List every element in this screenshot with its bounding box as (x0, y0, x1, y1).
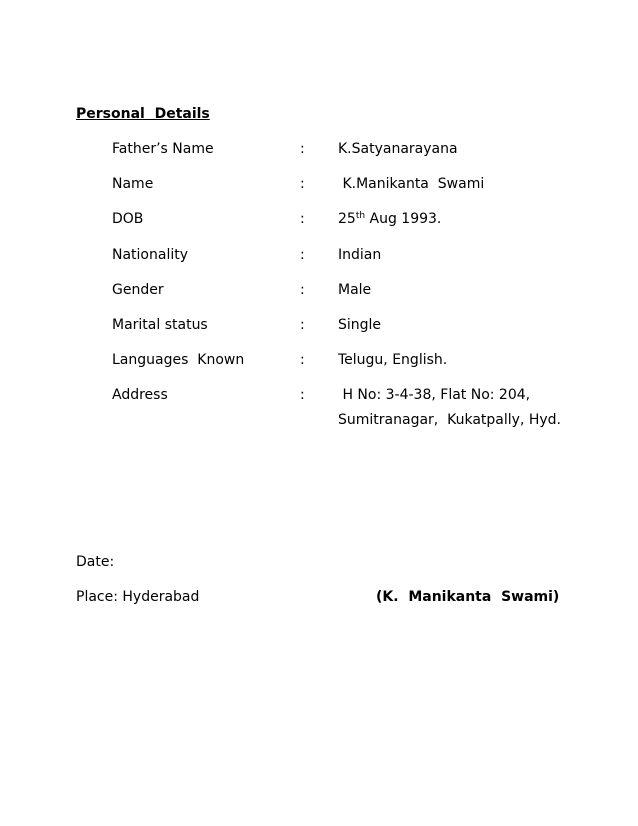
detail-colon: : (300, 176, 305, 193)
detail-label: DOB (112, 211, 144, 228)
detail-colon: : (300, 316, 305, 333)
detail-value: Indian (338, 246, 382, 263)
detail-colon: : (300, 211, 305, 228)
detail-value-address-line2: Sumitranagar, Kukatpally, Hyd. (338, 412, 562, 429)
section-title-personal-details: Personal Details (76, 106, 210, 122)
dob-day: 25 (338, 211, 356, 228)
detail-row-gender (112, 282, 612, 317)
detail-colon: : (300, 246, 305, 263)
date-label: Date: (76, 554, 115, 570)
detail-label: Address (112, 387, 168, 404)
detail-value: Telugu, English. (338, 352, 448, 369)
detail-row-languages (112, 352, 612, 387)
detail-label: Languages Known (112, 352, 245, 369)
detail-value: Single (338, 316, 382, 333)
detail-row-nationality (112, 247, 612, 282)
personal-details-list (112, 141, 612, 429)
detail-colon: : (300, 352, 305, 369)
detail-row-dob (112, 211, 612, 246)
detail-value-dob (338, 211, 441, 227)
detail-value-address-line1: H No: 3-4-38, Flat No: 204, (338, 387, 531, 404)
detail-row-name (112, 176, 612, 211)
detail-colon: : (300, 387, 305, 404)
detail-label: Gender (112, 281, 164, 298)
detail-label: Marital status (112, 316, 208, 333)
detail-row-address (112, 387, 612, 429)
signature-name: (K. Manikanta Swami) (376, 589, 560, 605)
detail-label: Father’s Name (112, 141, 214, 157)
detail-row-marital-status (112, 317, 612, 352)
dob-ordinal-suffix: th (355, 211, 366, 222)
detail-colon: : (300, 141, 305, 157)
detail-label: Nationality (112, 246, 189, 263)
place-label: Place: Hyderabad (76, 589, 200, 605)
detail-colon: : (300, 281, 305, 298)
detail-label: Name (112, 176, 154, 193)
detail-value: Male (338, 281, 372, 298)
detail-value: K.Manikanta Swami (338, 176, 485, 193)
detail-row-fathers-name (112, 141, 612, 176)
dob-month-year: Aug 1993. (365, 211, 442, 228)
detail-value: K.Satyanarayana (338, 141, 458, 157)
